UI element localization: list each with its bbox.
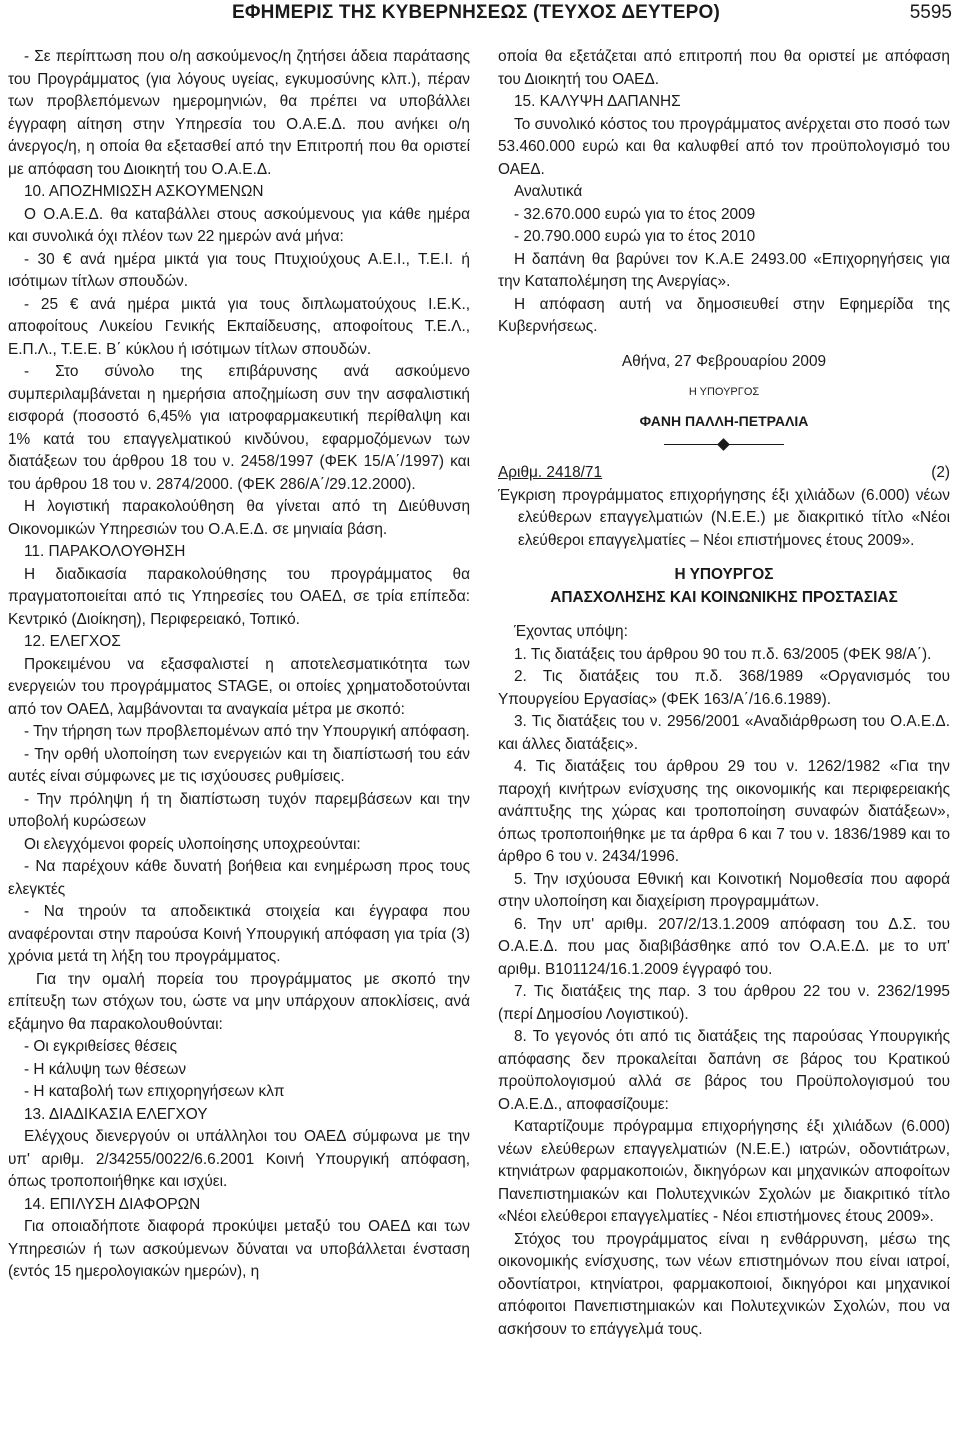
paragraph: Για οποιαδήποτε διαφορά προκύψει μεταξύ του ΟΑΕΔ και των Υπηρεσιών ή των ασκούμενων δύναται να υποβάλλεται ένσταση (εντός 15 ημερολογιακών ημερών), η [8,1218,470,1280]
paragraph: Ελέγχους διενεργούν οι υπάλληλοι του ΟΑΕΔ σύμφωνα με την υπ' αριθμ. 2/34255/0022/6.6.2001 Κοινή Υπουργική απόφαση, όπως τροποποιήθηκε και ισχύει. [8,1128,470,1190]
decision-number: Αριθμ. 2418/71 [498,464,603,481]
left-column [8,46,470,1284]
list-item: 7. Τις διατάξεις της παρ. 3 του άρθρου 22 του ν. 2362/1995 (περί Δημοσίου Λογιστικού). [498,983,950,1023]
paragraph: Το συνολικό κόστος του προγράμματος ανέρχεται στο ποσό των 53.460.000 ευρώ και θα καλυφθεί από τον προϋπολογισμό του ΟΑΕΔ. [498,115,950,178]
page-header [0,0,960,34]
list-item: - Την ορθή υλοποίηση των ενεργειών και τη διαπίστωσή του εάν αυτές είναι σύμφωνες με τις ισχύουσες ρυθμίσεις. [8,745,470,785]
paragraph: Η διαδικασία παρακολούθησης του προγράμματος θα πραγματοποιείται από τις Υπηρεσίες του ΟΑΕΔ, σε τρία επίπεδα: Κεντρικό (Διοίκηση), Περιφερειακό, Τοπικό. [8,565,470,628]
section-heading: 10. ΑΠΟΖΗΜΙΩΣΗ ΑΣΚΟΥΜΕΝΩΝ [24,183,264,200]
list-item: 6. Την υπ' αριθμ. 207/2/13.1.2009 απόφαση του Δ.Σ. του Ο.Α.Ε.Δ. που μας διαβιβάσθηκε από τον Ο.Α.Ε.Δ. με το υπ' αριθμ. Β101124/16.1.2009 έγγραφό του. [498,915,950,978]
section-heading: 13. ΔΙΑΔΙΚΑΣΙΑ ΕΛΕΓΧΟΥ [24,1105,208,1123]
date-place: Αθήνα, 27 Φεβρουαρίου 2009 [621,352,827,370]
list-item: - Την πρόληψη ή τη διαπίστωση τυχόν παρεμβάσεων και την υποβολή κυρώσεων [8,790,470,830]
section-heading: 12. ΕΛΕΓΧΟΣ [24,633,121,650]
issuer-ministry: ΑΠΑΣΧΟΛΗΣΗΣ ΚΑΙ ΚΟΙΝΩΝΙΚΗΣ ΠΡΟΣΤΑΣΙΑΣ [550,588,898,606]
having-regard: Έχοντας υπόψη: [514,623,628,640]
diamond-icon [717,438,730,451]
list-item: 3. Τις διατάξεις του ν. 2956/2001 «Αναδιάρθρωση του Ο.Α.Ε.Δ. και άλλες διατάξεις». [498,713,950,753]
list-item: - Να παρέχουν κάθε δυνατή βοήθεια και ενημέρωση προς τους ελεγκτές [8,858,470,898]
section-heading: 11. ΠΑΡΑΚΟΛΟΥΘΗΣΗ [24,543,186,560]
paragraph: Ο Ο.Α.Ε.Δ. θα καταβάλλει στους ασκούμενους για κάθε ημέρα και συνολικά όχι πλέον των 22 ημερών ανά μήνα: [8,205,470,245]
section-heading: 14. ΕΠΙΛΥΣΗ ΔΙΑΦΟΡΩΝ [24,1195,201,1213]
section-heading: 15. ΚΑΛΥΨΗ ΔΑΠΑΝΗΣ [514,93,681,110]
minister-name: ΦΑΝΗ ΠΑΛΛΗ-ΠΕΤΡΑΛΙΑ [639,412,809,429]
paragraph: Η λογιστική παρακολούθηση θα γίνεται από τη Διεύθυνση Οικονομικών Υπηρεσιών του Ο.Α.Ε.Δ. σε μηνιαία βάση. [8,498,470,538]
paragraph: Στόχος του προγράμματος είναι η ενθάρρυνση, μέσω της οικονομικής ενίσχυσης, των νέων επιστημόνων που είναι ιατροί, οδοντίατροι, κτηνίατροι, φαρμακοποιοί, δικηγόροι και μηχανικοί απόφοιτοι Πανεπιστημιακών και Πολυτεχνικών Σχολών, που να ασκήσουν το επάγγελμά τους. [498,1230,950,1338]
list-item: - Η κάλυψη των θέσεων [24,1060,187,1078]
paragraph: Για την ομαλή πορεία του προγράμματος με σκοπό την επίτευξη των στόχων του, ώστε να μην υπάρχουν αποκλίσεις, ανά εξάμηνο θα παρακολουθούνται: [8,970,470,1033]
list-item: 2. Τις διατάξεις του π.δ. 368/1989 «Οργανισμός του Υπουργείου Εργασίας» (ΦΕΚ 163/Α΄/16.6.1989). [498,668,950,708]
list-item: 8. Το γεγονός ότι από τις διατάξεις της παρούσας Υπουργικής απόφασης δεν προκαλείται δαπάνη σε βάρος του Κρατικού προϋπολογισμού αλλά σε βάρος του Προϋπολογισμού του Ο.Α.Ε.Δ., αποφασίζουμε: [498,1028,950,1113]
list-item: - 30 € ανά ημέρα μικτά για τους Πτυχιούχους Α.Ε.Ι., Τ.Ε.Ι. ή ισότιμων τίτλων σπουδών. [8,250,470,290]
decision-header [498,462,950,485]
right-column [498,46,950,1341]
paragraph: Οι ελεγχόμενοι φορείς υλοποίησης υποχρεούνται: [24,835,361,853]
decision-title: Έγκριση προγράμματος επιχορήγησης έξι χιλιάδων (6.000) νέων ελεύθερων επαγγελματιών (Ν.Ε.Ε.) με διακριτικό τίτλο «Νέοι ελεύθεροι επαγγελματίες – Νέοι επιστήμονες έτους 2009». [498,486,950,549]
list-item: - 25 € ανά ημέρα μικτά για τους διπλωματούχους Ι.Ε.Κ., αποφοίτους Λυκείου Γενικής Εκπαίδευσης, αποφοίτους Τ.Ε.Λ., Ε.Π.Λ., Τ.Ε.Ε. Β΄ κύκλου ή ισότιμων τίτλων σπουδών. [8,295,470,358]
gazette-title: ΕΦΗΜΕΡΙΣ ΤΗΣ ΚΥΒΕΡΝΗΣΕΩΣ (ΤΕΥΧΟΣ ΔΕΥΤΕΡΟ) [232,2,720,23]
list-item: 1. Τις διατάξεις του άρθρου 90 του π.δ. 63/2005 (ΦΕΚ 98/Α΄). [514,645,932,663]
paragraph: Αναλυτικά [514,183,583,200]
issuer-title: Η ΥΠΟΥΡΓΟΣ [674,566,774,583]
list-item: - Η καταβολή των επιχορηγήσεων κλπ [24,1083,285,1100]
paragraph: Καταρτίζουμε πρόγραμμα επιχορήγησης έξι χιλιάδων (6.000) νέων ελεύθερων επαγγελματιών (Ν.Ε.Ε.) ιατρών, οδοντιάτρων, κτηνιάτρων φαρμακοποιών, δικηγόρων και μηχανικών αποφοίτων Πανεπιστημιακών και Πολυτεχνικών Σχολών με διακριτικό τίτλο «Νέοι ελεύθεροι επαγγελματίες - Νέοι επιστήμονες έτους 2009». [498,1118,950,1225]
list-item: - Στο σύνολο της επιβάρυνσης ανά ασκούμενο συμπεριλαμβάνεται η ημερήσια αποζημίωση συν την ασφαλιστική εισφορά (ποσοστό 6,45% για ιατροφαρμακευτική περίθαλψη και 1% κατά του επαγγελματικού κινδύνου, εφαρμοζόμενων των διατάξεων του άρθρου 18 του ν. 2458/1997 (ΦΕΚ 15/Α΄/1997) και του άρθρου 18 του ν. 2874/2000. (ΦΕΚ 286/Α΄/29.12.2000). [8,363,470,493]
list-item: 4. Τις διατάξεις του άρθρου 29 του ν. 1262/1982 «Για την παροχή κινήτρων ενίσχυσης της οικονομικής και περιφερειακής ανάπτυξης της χώρας και τροποποίηση συναφών διατάξεων», όπως τροποποιήθηκε με τα άρθρα 6 και 7 του ν. 1836/1989 και το άρθρο 6 του ν. 2434/1996. [498,758,950,865]
list-item: - Την τήρηση των προβλεπομένων από την Υπουργική απόφαση. [24,723,470,740]
list-item: - Να τηρούν τα αποδεικτικά στοιχεία και έγγραφα που αναφέρονται στην παρούσα Κοινή Υπουργική απόφαση για τρία (3) χρόνια μετά τη λήξη του προγράμματος. [8,903,470,965]
minister-role: Η ΥΠΟΥΡΓΟΣ [688,386,760,398]
decision-index: (2) [931,464,950,481]
paragraph: οποία θα εξετάζεται από επιτροπή που θα οριστεί με απόφαση του Διοικητή του ΟΑΕΔ. [498,48,950,88]
paragraph: - Σε περίπτωση που ο/η ασκούμενος/η ζητήσει άδεια παράτασης του Προγράμματος (για λόγους υγείας, εγκυμοσύνης κλπ.), πέραν των προβλεπόμενων ημερομηνιών, θα πρέπει να υποβάλλει έγγραφη αίτηση στην Υπηρεσία του Ο.Α.Ε.Δ. που ανήκει ο/η άνεργος/η, η οποία θα εξετασθεί από την Επιτροπή που θα οριστεί με απόφαση του Διοικητή του Ο.Α.Ε.Δ. [8,48,470,178]
paragraph: Η δαπάνη θα βαρύνει τον Κ.Α.Ε 2493.00 «Επιχορηγήσεις για την Καταπολέμηση της Ανεργίας». [498,250,950,290]
list-item: - 32.670.000 ευρώ για το έτος 2009 [514,205,756,223]
list-item: 5. Την ισχύουσα Εθνική και Κοινοτική Νομοθεσία που αφορά στην υλοποίηση και διαχείριση προγραμμάτων. [498,870,950,910]
separator-ornament [664,438,784,452]
paragraph: Η απόφαση αυτή να δημοσιευθεί στην Εφημερίδα της Κυβερνήσεως. [498,295,950,335]
list-item: - 20.790.000 ευρώ για το έτος 2010 [514,228,756,245]
page-number: 5595 [909,2,952,23]
list-item: - Οι εγκριθείσες θέσεις [24,1038,178,1055]
paragraph: Προκειμένου να εξασφαλιστεί η αποτελεσματικότητα των ενεργειών του προγράμματος STAGE, οι οποίες χρηματοδοτούνται από τον ΟΑΕΔ, λαμβάνονται τα αναγκαία μέτρα με σκοπό: [8,655,470,718]
